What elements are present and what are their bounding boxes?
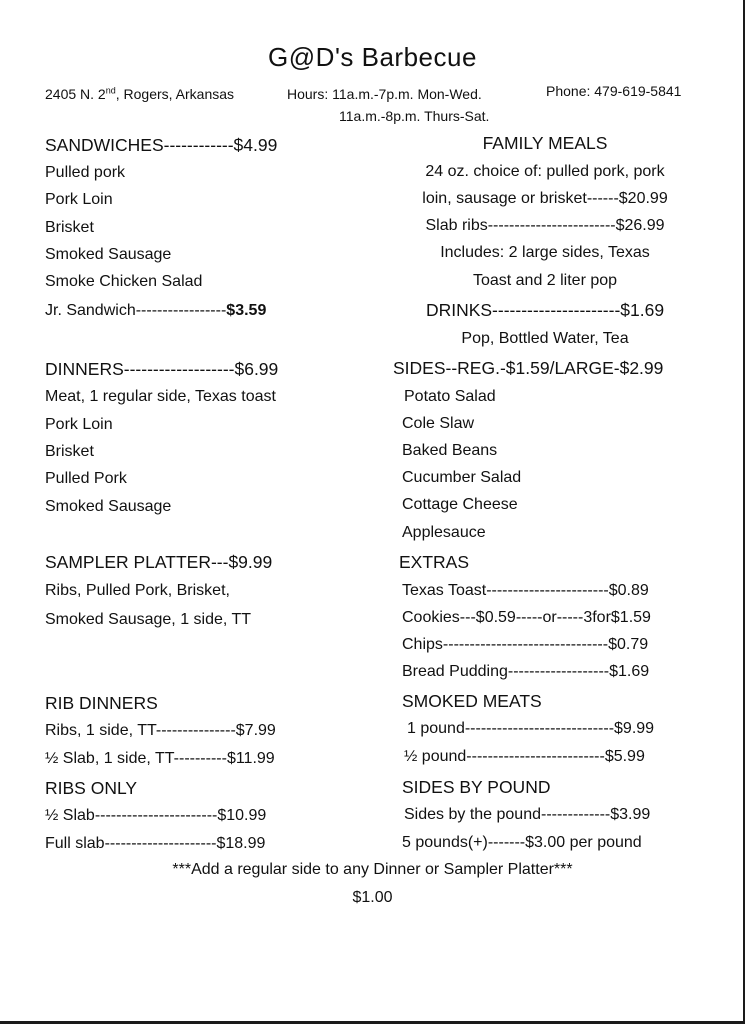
- sides-heading: SIDES--REG.-$1.59/LARGE-$2.99: [393, 358, 664, 378]
- sandwich-item: Pork Loin: [45, 191, 113, 208]
- rib-dinners-heading: RIB DINNERS: [45, 693, 158, 713]
- ribs-only-heading: RIBS ONLY: [45, 778, 138, 798]
- extras-item: Texas Toast-----------------------$0.89: [402, 582, 649, 599]
- dinner-item: Smoked Sausage: [45, 498, 172, 515]
- side-item: Cole Slaw: [402, 415, 475, 432]
- drinks-line: Pop, Bottled Water, Tea: [461, 330, 629, 347]
- restaurant-title: G@D's Barbecue: [268, 42, 477, 72]
- side-item: Cucumber Salad: [402, 469, 522, 486]
- dinner-item: Meat, 1 regular side, Texas toast: [45, 388, 276, 405]
- jr-sandwich-label: Jr. Sandwich-----------------: [45, 302, 227, 319]
- smoked-meats-heading: SMOKED MEATS: [402, 691, 542, 711]
- sandwiches-heading: SANDWICHES------------$4.99: [45, 135, 278, 155]
- address-suffix: nd: [105, 85, 116, 96]
- footer-note: ***Add a regular side to any Dinner or Sampler Platter***: [172, 861, 573, 878]
- dinner-item: Brisket: [45, 443, 94, 460]
- smoked-item: ½ pound--------------------------$5.99: [404, 748, 645, 765]
- drinks-heading: DRINKS----------------------$1.69: [425, 300, 665, 320]
- family-meals-heading: FAMILY MEALS: [482, 133, 608, 153]
- rib-dinner-item: ½ Slab, 1 side, TT----------$11.99: [45, 750, 275, 767]
- dinners-heading: DINNERS-------------------$6.99: [45, 359, 279, 379]
- family-line: 24 oz. choice of: pulled pork, pork: [425, 163, 665, 180]
- sampler-item: Ribs, Pulled Pork, Brisket,: [45, 582, 230, 599]
- dinner-item: Pulled Pork: [45, 470, 127, 487]
- extras-item: Bread Pudding-------------------$1.69: [402, 663, 650, 680]
- sampler-item: Smoked Sausage, 1 side, TT: [45, 611, 252, 628]
- footer-price: $1.00: [352, 889, 393, 906]
- jr-sandwich: [45, 302, 266, 320]
- jr-sandwich-price: $3.59: [226, 302, 267, 319]
- smoked-item: 1 pound----------------------------$9.99: [407, 720, 655, 737]
- address: [45, 86, 234, 102]
- ribs-only-item: Full slab---------------------$18.99: [45, 835, 266, 852]
- sides-pound-item: 5 pounds(+)-------$3.00 per pound: [402, 834, 642, 851]
- family-line: Slab ribs------------------------$26.99: [425, 217, 665, 234]
- sides-by-pound-heading: SIDES BY POUND: [402, 777, 551, 797]
- hours-line-2: 11a.m.-8p.m. Thurs-Sat.: [339, 108, 490, 124]
- dinner-item: Pork Loin: [45, 416, 113, 433]
- sampler-heading: SAMPLER PLATTER---$9.99: [45, 552, 273, 572]
- side-item: Cottage Cheese: [402, 496, 518, 513]
- phone: Phone: 479-619-5841: [546, 83, 682, 99]
- sandwich-item: Brisket: [45, 219, 94, 236]
- family-line: loin, sausage or brisket------$20.99: [422, 190, 668, 207]
- address-street: 2405 N. 2: [45, 86, 106, 102]
- extras-item: Cookies---$0.59-----or-----3for$1.59: [402, 609, 651, 626]
- extras-item: Chips-------------------------------$0.79: [402, 636, 649, 653]
- sandwich-item: Pulled pork: [45, 164, 126, 181]
- side-item: Applesauce: [402, 524, 486, 541]
- sandwich-item: Smoke Chicken Salad: [45, 273, 203, 290]
- ribs-only-item: ½ Slab-----------------------$10.99: [45, 807, 267, 824]
- hours-line-1: Hours: 11a.m.-7p.m. Mon-Wed.: [287, 86, 482, 102]
- family-line: Includes: 2 large sides, Texas: [440, 244, 650, 261]
- sides-pound-item: Sides by the pound-------------$3.99: [404, 806, 651, 823]
- family-line: Toast and 2 liter pop: [472, 272, 618, 289]
- extras-heading: EXTRAS: [399, 552, 470, 572]
- side-item: Baked Beans: [402, 442, 498, 459]
- address-city: , Rogers, Arkansas: [115, 86, 235, 102]
- side-item: Potato Salad: [404, 388, 496, 405]
- rib-dinner-item: Ribs, 1 side, TT---------------$7.99: [45, 722, 276, 739]
- sandwich-item: Smoked Sausage: [45, 246, 172, 263]
